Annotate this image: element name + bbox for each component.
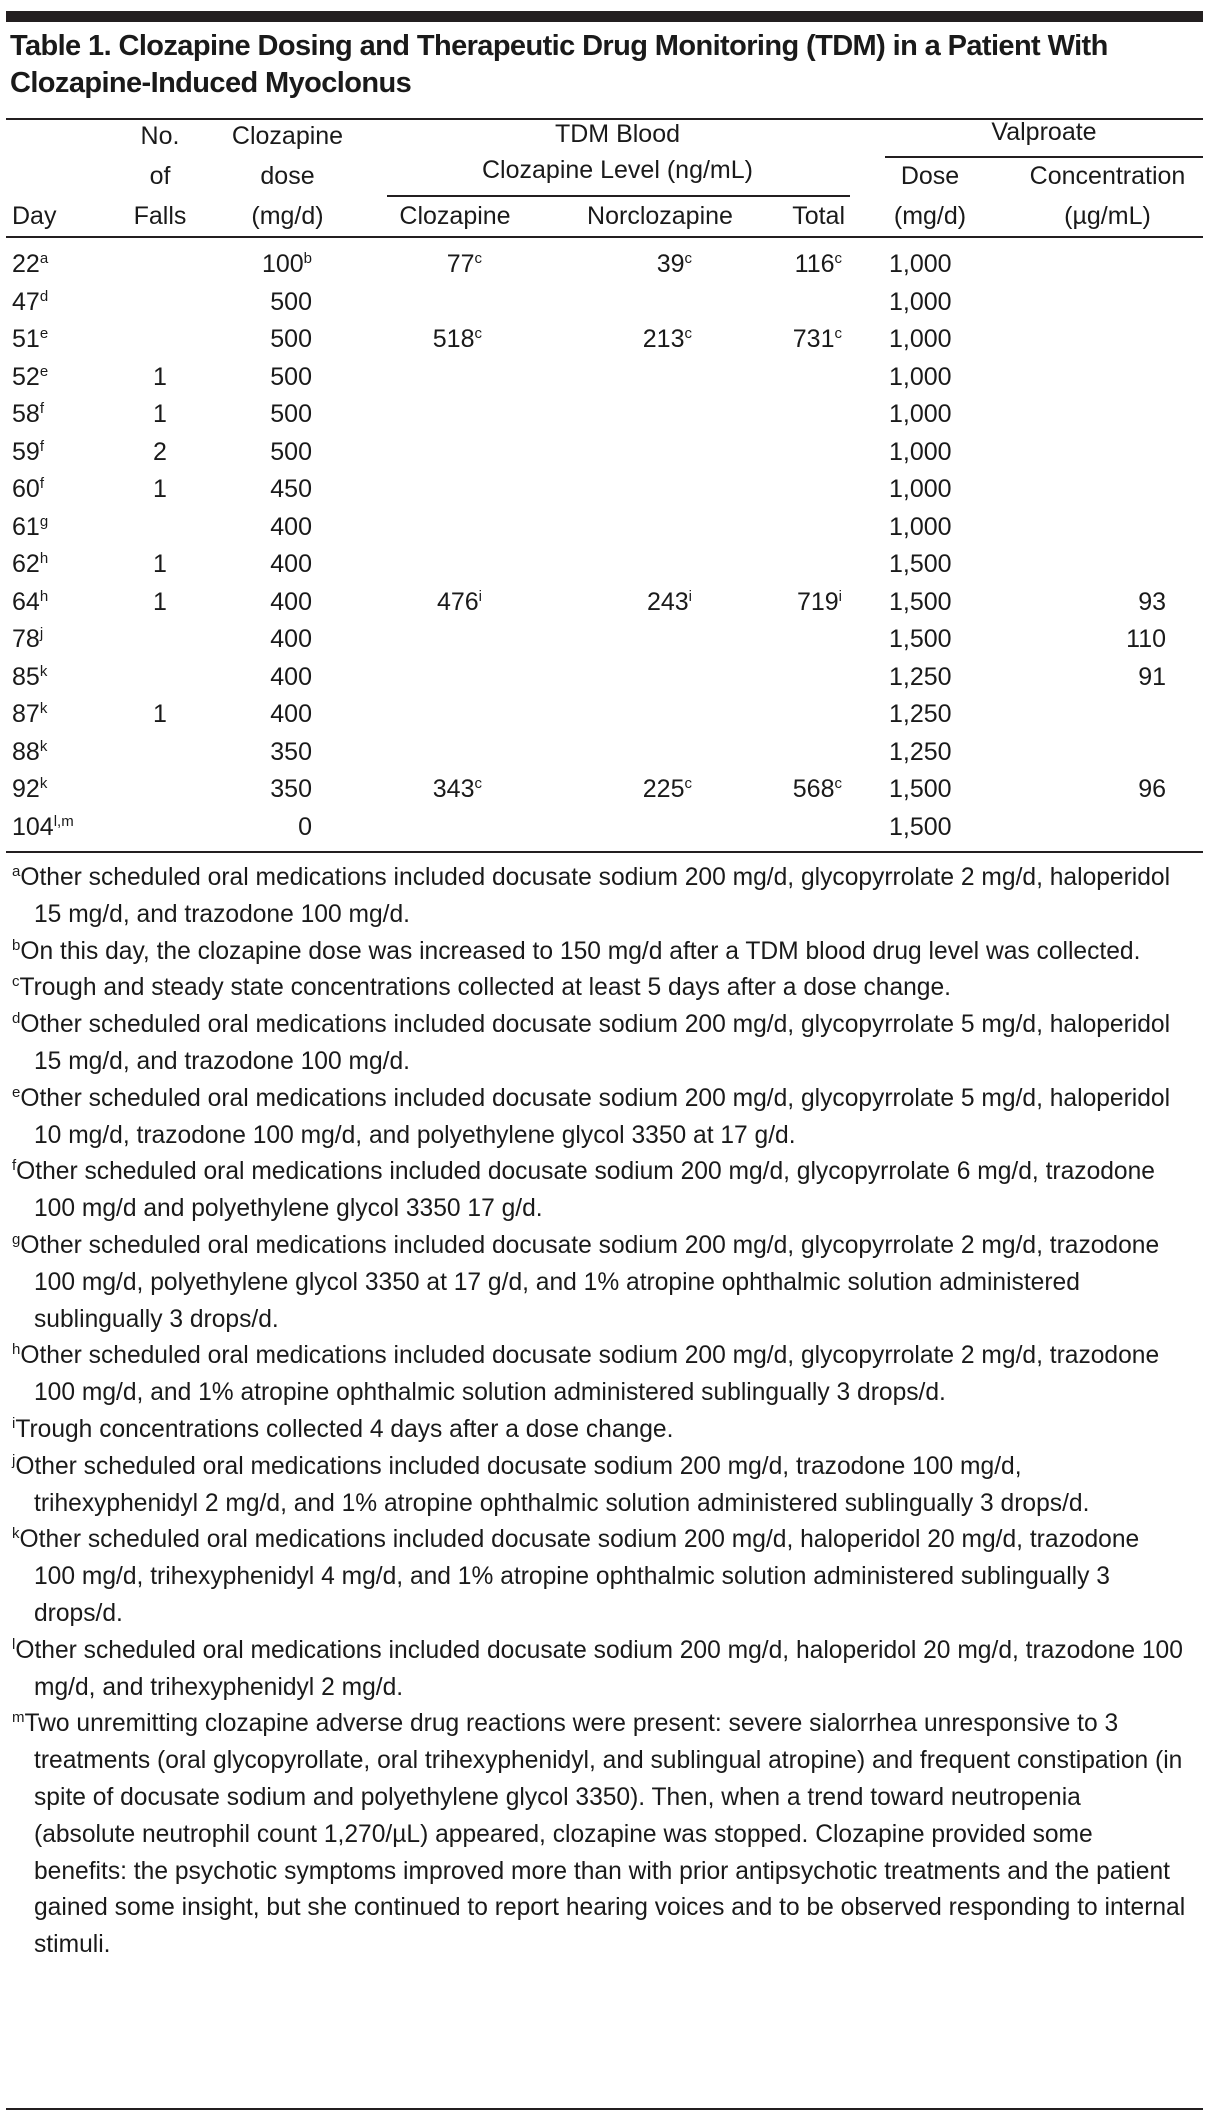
cell-vdose [889, 284, 952, 321]
table-row [0, 321, 1217, 358]
cell-vdose [889, 471, 952, 508]
cell-value: 100 [261, 250, 304, 278]
footnote-marker: e [39, 325, 49, 342]
footnote-marker: f [39, 475, 44, 492]
cell-day [12, 509, 48, 546]
cell-dose [240, 396, 312, 433]
footnote [12, 1412, 1187, 1449]
cell-value: 400 [270, 662, 312, 691]
footnote-marker: h [12, 1341, 21, 1359]
footnote-text: Trough and steady state concentrations collected at least 5 days after a dose change. [19, 974, 952, 1002]
cell-vdose [889, 659, 952, 696]
footnote-marker: i [838, 587, 842, 605]
cell-value: 64 [12, 587, 40, 616]
footnote-marker: f [12, 1157, 17, 1175]
table-row [0, 396, 1217, 433]
footnote-marker: c [684, 325, 692, 342]
header-rule [6, 236, 1203, 238]
cell-day [12, 471, 44, 508]
cell-value: 1,000 [889, 400, 952, 428]
cell-value: 51 [12, 325, 40, 353]
table-row [0, 696, 1217, 733]
cell-value: 2 [153, 437, 167, 466]
footnote-marker: c [474, 325, 482, 342]
cell-day [12, 246, 48, 283]
header-line: Dose [900, 162, 960, 190]
cell-value: 400 [270, 700, 312, 728]
header-tdm-group [385, 116, 850, 188]
cell-value: 47 [12, 287, 40, 316]
footnote-marker: k [39, 775, 48, 792]
footnote-text: On this day, the clozapine dose was increased to 150 mg/d after a TDM blood drug level was collected. [20, 937, 1141, 965]
cell-value: 104 [12, 812, 54, 841]
cell-value: 400 [270, 625, 312, 653]
cell-dose [240, 809, 312, 846]
footnote-marker: g [12, 1230, 21, 1248]
cell-value: 0 [298, 812, 312, 841]
cell-dose [240, 246, 312, 283]
footnote [12, 1228, 1187, 1338]
header-line: of [149, 162, 171, 190]
footnote-marker: d [12, 1010, 21, 1028]
footnote-text: Other scheduled oral medications included docusate sodium 200 mg/d, glycopyrrolate 2 mg/d, trazodone 100 mg/d, and 1% atropine ophthalmic solution administered sublingually 3 drops/d. [20, 1342, 1160, 1407]
footnote-text: Other scheduled oral medications included docusate sodium 200 mg/d, glycopyrrolate 6 mg/d, trazodone 100 mg/d and polyethylene glycol 3350 17 g/d. [16, 1158, 1155, 1223]
cell-value: 476 [436, 587, 479, 616]
table-row [0, 246, 1217, 283]
cell-value: 60 [12, 475, 40, 503]
cell-vdose [889, 509, 952, 546]
cell-value: 400 [270, 550, 312, 578]
header-line: (mg/d) [893, 202, 967, 230]
cell-falls [140, 584, 180, 621]
header-norclozapine: Norclozapine [587, 202, 733, 230]
footnote-marker: c [834, 775, 842, 792]
footnotes [12, 860, 1187, 1964]
footnote-marker: b [12, 936, 21, 954]
cell-value: 1,000 [889, 437, 952, 466]
footnote [12, 1449, 1187, 1523]
cell-cloz [400, 246, 482, 283]
cell-value: 1 [153, 475, 167, 503]
cell-cloz [400, 584, 482, 621]
footnote-marker: k [39, 662, 48, 680]
cell-falls [140, 546, 180, 583]
header-line: Clozapine [231, 122, 344, 150]
cell-dose [240, 584, 312, 621]
cell-tot [760, 246, 842, 283]
footnote-marker: f [39, 437, 44, 455]
cell-value: 1,250 [889, 700, 952, 728]
cell-day [12, 546, 48, 583]
cell-norc [610, 584, 692, 621]
cell-vdose [889, 434, 952, 471]
table-row [0, 584, 1217, 621]
cell-value: 116 [794, 250, 835, 278]
cell-dose [240, 771, 312, 808]
cell-day [12, 621, 43, 658]
cell-value: 39 [656, 250, 685, 278]
footnote [12, 1633, 1187, 1707]
cell-value: 500 [270, 362, 312, 391]
cell-value: 343 [432, 775, 475, 803]
cell-falls [140, 696, 180, 733]
header-falls [120, 116, 200, 236]
cell-conc [1090, 621, 1166, 658]
footnote-marker: c [834, 325, 842, 342]
cell-conc [1090, 584, 1166, 621]
footnote-marker: m [12, 1709, 25, 1727]
cell-day [12, 321, 48, 358]
cell-value: 400 [270, 512, 312, 541]
cell-tot [760, 771, 842, 808]
cell-tot [760, 321, 842, 358]
cell-value: 450 [270, 475, 312, 503]
cell-value: 62 [12, 550, 40, 578]
cell-day [12, 809, 74, 846]
footnote [12, 1007, 1187, 1081]
cell-conc [1090, 771, 1166, 808]
cell-value: 91 [1138, 662, 1166, 691]
cell-dose [240, 546, 312, 583]
cell-value: 1,000 [889, 362, 952, 391]
cell-value: 1 [153, 550, 167, 578]
header-day: Day [12, 202, 57, 230]
cell-vdose [889, 584, 952, 621]
header-line: dose [260, 162, 315, 190]
footnote [12, 1706, 1187, 1964]
table-title: Table 1. Clozapine Dosing and Therapeutic Drug Monitoring (TDM) in a Patient With Clozapine-Induced Myoclonus [10, 30, 1108, 99]
cell-norc [610, 771, 692, 808]
top-bar [6, 11, 1203, 22]
footnote-marker: a [12, 863, 21, 880]
cell-value: 500 [270, 400, 312, 428]
table-row [0, 621, 1217, 658]
cell-day [12, 734, 47, 771]
cell-vdose [889, 771, 952, 808]
cell-dose [240, 359, 312, 396]
cell-vdose [889, 734, 952, 771]
cell-vdose [889, 396, 952, 433]
header-line: TDM Blood [554, 120, 681, 148]
cell-dose [240, 509, 312, 546]
cell-vdose [889, 621, 952, 658]
cell-value: 1 [153, 700, 167, 728]
footnote-marker: a [39, 250, 49, 267]
cell-falls [140, 359, 180, 396]
table-row [0, 359, 1217, 396]
cell-norc [610, 321, 692, 358]
header-line: (µg/mL) [1064, 202, 1151, 230]
footnote-text: Other scheduled oral medications included docusate sodium 200 mg/d, haloperidol 20 mg/d, trazodone 100 mg/d, and trihexyphenidyl 2 mg/d. [15, 1636, 1183, 1701]
body-rule [6, 851, 1203, 853]
cell-value: 1 [153, 587, 167, 616]
cell-vdose [889, 359, 952, 396]
cell-cloz [400, 771, 482, 808]
header-line: Clozapine Level (ng/mL) [482, 156, 753, 184]
cell-day [12, 771, 47, 808]
cell-dose [240, 696, 312, 733]
footnote [12, 1338, 1187, 1412]
cell-falls [140, 396, 180, 433]
cell-dose [240, 321, 312, 358]
cell-vdose [889, 809, 952, 846]
footnote-marker: c [684, 775, 692, 792]
table-row [0, 809, 1217, 846]
cell-vdose [889, 321, 952, 358]
footnote-marker: g [39, 512, 49, 530]
cell-value: 96 [1138, 775, 1166, 803]
cell-value: 1,000 [889, 287, 952, 316]
header-dose [225, 116, 350, 236]
cell-dose [240, 659, 312, 696]
header-line: No. [140, 122, 180, 150]
footnote-text: Trough concentrations collected 4 days after a dose change. [15, 1415, 674, 1443]
cell-day [12, 434, 44, 471]
footnote-marker: c [474, 775, 482, 792]
header-total: Total [792, 202, 845, 230]
cell-value: 1,500 [889, 587, 952, 616]
cell-falls [140, 471, 180, 508]
footnote-marker: c [12, 973, 20, 991]
footnote-marker: h [39, 550, 49, 567]
cell-value: 350 [270, 775, 312, 803]
cell-conc [1090, 659, 1166, 696]
cell-vdose [889, 246, 952, 283]
cell-value: 1 [153, 362, 167, 391]
cell-vdose [889, 546, 952, 583]
footnote [12, 970, 1187, 1007]
cell-day [12, 584, 48, 621]
cell-value: 500 [270, 437, 312, 466]
footnote [12, 1081, 1187, 1155]
table-row [0, 509, 1217, 546]
cell-falls [140, 434, 180, 471]
footnote [12, 860, 1187, 934]
footnote-marker: i [478, 587, 482, 605]
footnote-marker: j [39, 625, 44, 642]
cell-dose [240, 434, 312, 471]
cell-value: 1,000 [889, 250, 952, 278]
footnote-text: Two unremitting clozapine adverse drug reactions were present: severe sialorrhea unresponsive to 3 treatments (oral glycopyrollate, oral trihexyphenidyl, and sublingual atropine) and frequent constipation (in spite of docusate sodium and polyethylene glycol 3350). Then, when a trend toward neutropenia (absolute neutrophil count 1,270/µL) appeared, clozapine was stopped. Clozapine provided some benefits: the psychotic symptoms improved more than with prior antipsychotic treatments and the patient gained some insight, but she continued to report hearing voices and to be observed responding to internal stimuli. [24, 1710, 1186, 1959]
cell-value: 518 [432, 325, 475, 353]
footnote-text: Other scheduled oral medications included docusate sodium 200 mg/d, glycopyrrolate 2 mg/d, trazodone 100 mg/d, polyethylene glycol 3350 at 17 g/d, and 1% atropine ophthalmic solution administered sublingually 3 drops/d. [20, 1231, 1160, 1333]
header-valproate-group: Valproate [991, 118, 1097, 146]
cell-value: 110 [1126, 625, 1166, 653]
table-row [0, 434, 1217, 471]
table-row [0, 471, 1217, 508]
cell-vdose [889, 696, 952, 733]
footnote-text: Other scheduled oral medications included docusate sodium 200 mg/d, glycopyrrolate 5 mg/d, haloperidol 10 mg/d, trazodone 100 mg/d, and polyethylene glycol 3350 at 17 g/d. [20, 1084, 1171, 1149]
cell-value: 1,000 [889, 512, 952, 541]
footnote-text: Other scheduled oral medications included docusate sodium 200 mg/d, glycopyrrolate 5 mg/d, haloperidol 15 mg/d, and trazodone 100 mg/d. [20, 1011, 1171, 1075]
cell-value: 731 [792, 325, 835, 353]
cell-dose [240, 734, 312, 771]
cell-value: 1,250 [889, 737, 952, 766]
footnote-marker: f [39, 400, 44, 417]
footnote-marker: b [303, 250, 312, 267]
table-row [0, 284, 1217, 321]
cell-value: 719 [796, 587, 839, 616]
header-concentration [1010, 156, 1205, 236]
cell-dose [240, 284, 312, 321]
cell-value: 500 [270, 287, 312, 316]
header-valproate-dose [880, 156, 980, 236]
header-clozapine: Clozapine [399, 202, 511, 230]
table-row [0, 546, 1217, 583]
cell-value: 400 [270, 587, 312, 616]
footnote-marker: k [39, 700, 48, 717]
cell-norc [610, 246, 692, 283]
cell-day [12, 359, 48, 396]
cell-value: 1,500 [889, 625, 952, 653]
cell-value: 78 [12, 625, 40, 653]
cell-value: 61 [12, 512, 40, 541]
footnote-marker: h [39, 587, 49, 605]
table-row [0, 771, 1217, 808]
footnote-marker: l,m [53, 812, 74, 830]
cell-value: 1,500 [889, 812, 952, 841]
cell-value: 59 [12, 437, 40, 466]
cell-value: 213 [642, 325, 685, 353]
cell-value: 93 [1138, 587, 1166, 616]
cell-cloz [400, 321, 482, 358]
footnote-marker: c [684, 250, 692, 267]
footnote [12, 1522, 1187, 1632]
footnote-text: Other scheduled oral medications included docusate sodium 200 mg/d, glycopyrrolate 2 mg/d, haloperidol 15 mg/d, and trazodone 100 mg/d. [20, 864, 1171, 928]
cell-value: 1,250 [889, 662, 952, 691]
cell-value: 350 [270, 737, 312, 766]
header-line: Falls [133, 202, 187, 230]
cell-value: 22 [12, 250, 40, 278]
cell-value: 58 [12, 400, 40, 428]
footnote [12, 934, 1187, 971]
cell-value: 85 [12, 662, 40, 691]
header-line: (mg/d) [251, 202, 324, 230]
cell-day [12, 396, 44, 433]
cell-value: 568 [792, 775, 835, 803]
cell-dose [240, 471, 312, 508]
header-line: Concentration [1029, 162, 1186, 190]
table-row [0, 734, 1217, 771]
cell-value: 87 [12, 700, 40, 728]
cell-value: 1 [153, 400, 167, 428]
footnote-marker: c [834, 250, 842, 267]
footnote-marker: i [688, 587, 692, 605]
footnote-text: Other scheduled oral medications included docusate sodium 200 mg/d, haloperidol 20 mg/d, trazodone 100 mg/d, trihexyphenidyl 4 mg/d, and 1% atropine ophthalmic solution administered sublingually 3 drops/d. [19, 1526, 1140, 1627]
footnote-marker: k [39, 737, 48, 755]
table-row [0, 659, 1217, 696]
cell-dose [240, 621, 312, 658]
footnote-marker: k [12, 1525, 20, 1543]
cell-value: 225 [642, 775, 685, 803]
cell-value: 243 [646, 587, 689, 616]
footnote-marker: e [12, 1083, 21, 1101]
bottom-rule [6, 2108, 1203, 2110]
cell-value: 1,000 [889, 325, 952, 353]
cell-value: 52 [12, 362, 40, 391]
cell-value: 88 [12, 737, 40, 766]
footnote-marker: e [39, 362, 49, 380]
cell-value: 92 [12, 775, 40, 803]
cell-value: 1,500 [889, 550, 952, 578]
footnote-text: Other scheduled oral medications included docusate sodium 200 mg/d, trazodone 100 mg/d, trihexyphenidyl 2 mg/d, and 1% atropine ophthalmic solution administered sublingually 3 drops/d. [15, 1452, 1090, 1517]
cell-day [12, 659, 47, 696]
cell-day [12, 284, 48, 321]
footnote-marker: d [39, 287, 49, 305]
cell-tot [760, 584, 842, 621]
footnote [12, 1154, 1187, 1228]
cell-value: 1,000 [889, 475, 952, 503]
cell-value: 500 [270, 325, 312, 353]
footnote-marker: i [12, 1414, 16, 1432]
footnote-marker: c [474, 250, 482, 267]
footnote-marker: j [12, 1451, 16, 1469]
cell-value: 77 [446, 250, 475, 278]
cell-value: 1,500 [889, 775, 952, 803]
cell-day [12, 696, 47, 733]
footnote-marker: l [12, 1635, 16, 1653]
